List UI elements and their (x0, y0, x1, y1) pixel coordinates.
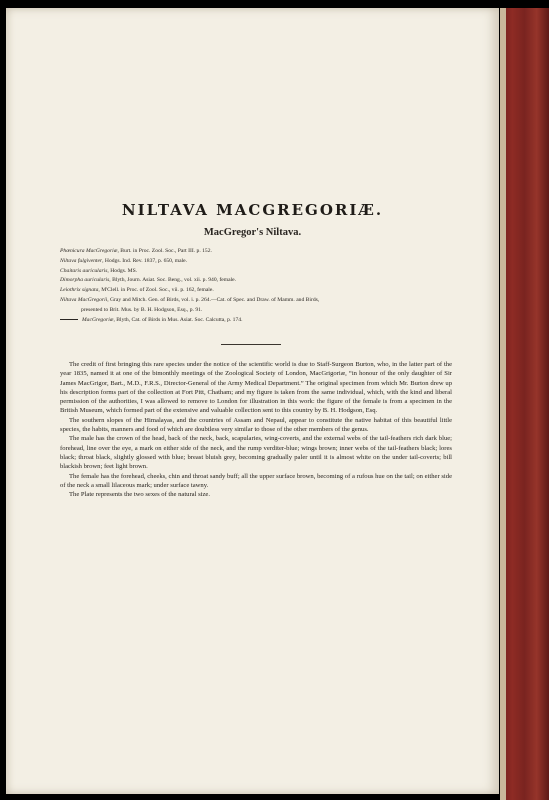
synonym-reference: , Blyth, Cat. of Birds in Mus. Asiat. Soc. Calcutta, p. 174. (113, 316, 243, 323)
synonym-entry (60, 247, 460, 257)
synonym-reference: , M'Clell. in Proc. of Zool. Soc., vii. p. 162, female. (98, 287, 214, 294)
body-paragraph: The female has the forehead, cheeks, chin and throat sandy buff; all the upper surface brown, becoming of a rufous hue on the tail; on either side of the neck a small lilaceous mark; under surface tawny. (60, 472, 452, 489)
synonym-name: Niltava MacGregorii (60, 296, 108, 303)
body-paragraph: The southern slopes of the Himalayas, and the countries of Assam and Nepaul, appear to constitute the native habitat of this beautiful little species, the habits, manners and food of which are doubtless very similar to those of the other members of the genus. (60, 416, 452, 434)
synonym-name: Niltava fulgiventer (60, 257, 103, 264)
page-sheet (6, 8, 499, 794)
book-spine (500, 8, 549, 800)
synonym-entry (60, 257, 460, 267)
synonym-reference: , Gray and Mitch. Gen. of Birds, vol. i. p. 264.—Cat. of Spec. and Draw. of Mamm. and Birds, (107, 296, 320, 303)
synonym-reference: , Hodgs. MS. (107, 267, 138, 274)
synonym-name: Dimorpha auricularis (60, 277, 110, 284)
synonym-name: Chaitaris auricularis (60, 267, 108, 274)
synonym-reference: , Blyth, Journ. Asiat. Soc. Beng., vol. xii. p. 940, female. (109, 277, 237, 284)
synonym-entry (60, 286, 460, 296)
synonym-entry (60, 276, 460, 286)
synonym-reference: presented to Brit. Mus. by B. H. Hodgson, Esq., p. 91. (81, 306, 203, 313)
ditto-dash (60, 319, 78, 320)
synonym-name: Phœnicura MacGregoriæ (60, 248, 118, 254)
synonym-entry (60, 267, 460, 277)
species-title: NILTAVA MACGREGORIÆ. (121, 201, 384, 219)
section-rule (221, 344, 281, 345)
body-paragraph: The credit of first bringing this rare species under the notice of the scientific world is due to Staff-Surgeon Burton, who, in the latter part of the year 1835, named it at one of the bimonthly meetings of the Zoological Society of London, MacGrigoriæ, “in honour of the only daughter of Sir James MacGrigor, Bart., M.D., F.R.S., Director-General of the Army Medical Department.” The original specimen from which Mr. Burton drew up his description forms part of the collection at Fort Pitt, Chatham; and my figure is taken from the same individual, which, with the kind and liberal permission of the authorities, I was allowed to remove to London for illustration in this work: the figure of the female is from a specimen in the British Museum, which formed part of the extensive and valuable collection sent to this country by B. H. Hodgson, Esq. (60, 361, 452, 415)
body-paragraph: The Plate represents the two sexes of the natural size. (69, 491, 210, 499)
description-text (60, 360, 452, 499)
synonym-reference: , Burt. in Proc. Zool. Soc., Part III. p. 152. (117, 248, 212, 254)
synonym-entry (60, 316, 460, 326)
synonym-name: Leiothrix signata (60, 287, 99, 294)
body-paragraph: The male has the crown of the head, back of the neck, back, scapularies, wing-coverts, and the external webs of the tail-feathers rich dark blue; forehead, line over the eye, a mark on either side of the neck, and the rump verditer-blue; wings brown; inner webs of the tail-feathers black; lores black; throat black, slightly glossed with blue; breast bluish grey, becoming gradually paler until it is almost white on the under tail-coverts; bill blackish brown; feet light brown. (60, 435, 452, 471)
synonym-name: MacGregoriæ (82, 316, 114, 323)
page-edge (500, 8, 506, 800)
synonym-entry (60, 306, 460, 316)
synonym-reference: , Hodgs. Ind. Rev. 1837, p. 650, male. (102, 257, 188, 264)
synonym-entry (60, 296, 460, 306)
common-name: MacGregor's Niltava. (203, 227, 302, 238)
synonymy-list (60, 247, 460, 325)
